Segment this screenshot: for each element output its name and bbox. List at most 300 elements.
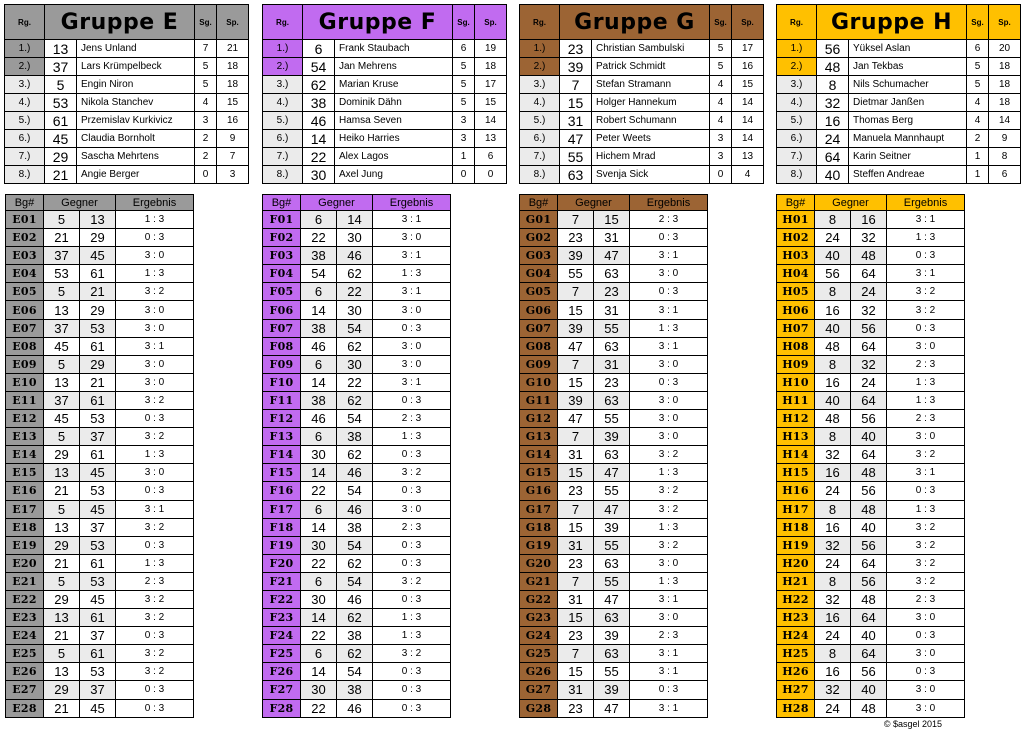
match-row [777,699,965,717]
standings-row [263,148,507,166]
match-row [777,373,965,391]
match-number: E18 [6,518,44,536]
standings-row [520,40,764,58]
opponent-2: 47 [594,500,630,518]
match-number: H10 [777,373,815,391]
rank: 5.) [5,112,45,130]
sets-won: 4 [710,94,732,112]
opponent-1: 37 [44,319,80,337]
match-row [6,319,194,337]
match-row [777,663,965,681]
opponent-1: 21 [44,482,80,500]
opponent-1: 55 [558,265,594,283]
standings-row [5,94,249,112]
group-title: Gruppe F [303,5,453,40]
rank: 8.) [263,166,303,184]
match-result: 3 : 2 [887,518,965,536]
opponent-2: 40 [851,627,887,645]
opponent-1: 6 [301,572,337,590]
match-number: F11 [263,391,301,409]
match-row [520,355,708,373]
sets-won: 1 [967,148,989,166]
standings-row [5,112,249,130]
opponent-2: 21 [80,373,116,391]
match-number: H03 [777,247,815,265]
match-row [777,554,965,572]
match-row [263,410,451,428]
match-number: F12 [263,410,301,428]
match-row [777,645,965,663]
sets-won: 3 [195,112,217,130]
sets-won: 4 [967,112,989,130]
sets-won: 1 [967,166,989,184]
match-number: F28 [263,699,301,717]
match-number: F01 [263,211,301,229]
opponent-2: 56 [851,572,887,590]
match-result: 1 : 3 [373,265,451,283]
match-result: 0 : 3 [887,247,965,265]
sets-header: Sg. [967,5,989,40]
result-header: Ergebnis [116,195,194,211]
games-won: 14 [732,130,764,148]
player-number: 53 [45,94,77,112]
match-number: G02 [520,229,558,247]
standings-row [520,112,764,130]
result-header: Ergebnis [630,195,708,211]
match-result: 3 : 2 [116,391,194,409]
opponent-1: 24 [815,229,851,247]
opponent-2: 53 [80,536,116,554]
opponent-2: 63 [594,391,630,409]
match-result: 1 : 3 [373,428,451,446]
match-result: 0 : 3 [630,681,708,699]
match-number: G25 [520,645,558,663]
match-number: H15 [777,464,815,482]
games-won: 14 [732,112,764,130]
opponent-2: 54 [337,319,373,337]
match-row [520,428,708,446]
rank: 7.) [263,148,303,166]
match-result: 3 : 1 [630,663,708,681]
opponent-1: 13 [44,663,80,681]
match-row [263,554,451,572]
match-number: G18 [520,518,558,536]
match-number: E10 [6,373,44,391]
opponent-1: 24 [815,554,851,572]
match-number: H23 [777,609,815,627]
group-title: Gruppe H [817,5,967,40]
match-row [520,373,708,391]
player-name: Steffen Andreae [849,166,967,184]
matches-group-e [5,194,194,718]
rank: 1.) [263,40,303,58]
match-number: E24 [6,627,44,645]
match-row [263,265,451,283]
match-row [777,500,965,518]
standings-row [5,148,249,166]
match-row [520,410,708,428]
match-number: E23 [6,609,44,627]
games-won: 18 [475,58,507,76]
games-header: Sp. [217,5,249,40]
match-row [777,681,965,699]
match-result: 0 : 3 [116,482,194,500]
match-result: 1 : 3 [116,265,194,283]
match-row [520,663,708,681]
games-won: 14 [732,94,764,112]
match-row [263,229,451,247]
opponent-1: 23 [558,482,594,500]
opponent-1: 29 [44,536,80,554]
match-row [777,283,965,301]
games-won: 13 [475,130,507,148]
match-number: E11 [6,391,44,409]
opponent-2: 13 [80,211,116,229]
match-result: 3 : 1 [116,337,194,355]
match-number: G10 [520,373,558,391]
opponent-2: 47 [594,464,630,482]
match-row [777,446,965,464]
player-name: Axel Jung [335,166,453,184]
match-result: 0 : 3 [373,663,451,681]
rank: 3.) [520,76,560,94]
opponent-1: 53 [44,265,80,283]
opponent-1: 7 [558,645,594,663]
rank: 3.) [777,76,817,94]
match-row [6,590,194,608]
opponent-2: 62 [337,337,373,355]
opponent-1: 5 [44,428,80,446]
match-number: F02 [263,229,301,247]
player-number: 23 [560,40,592,58]
opponent-1: 31 [558,590,594,608]
match-row [520,645,708,663]
player-number: 22 [303,148,335,166]
player-number: 46 [303,112,335,130]
rank: 4.) [777,94,817,112]
opponent-1: 38 [301,247,337,265]
match-row [263,337,451,355]
match-number: G14 [520,446,558,464]
group-title: Gruppe E [45,5,195,40]
opponent-1: 24 [815,482,851,500]
match-number: E14 [6,446,44,464]
sets-won: 4 [710,112,732,130]
rank: 1.) [5,40,45,58]
standings-row [520,148,764,166]
match-result: 1 : 3 [887,229,965,247]
opponent-1: 8 [815,283,851,301]
match-result: 3 : 0 [116,319,194,337]
standings-group-h [776,4,1021,184]
match-row [6,337,194,355]
opponent-1: 23 [558,699,594,717]
match-number: F24 [263,627,301,645]
match-result: 0 : 3 [116,410,194,428]
opponent-2: 15 [594,211,630,229]
match-result: 0 : 3 [116,699,194,717]
opponent-2: 46 [337,699,373,717]
match-number: F04 [263,265,301,283]
match-result: 3 : 2 [887,536,965,554]
match-result: 3 : 0 [116,464,194,482]
match-result: 3 : 1 [630,590,708,608]
sets-won: 7 [195,40,217,58]
player-number: 45 [45,130,77,148]
match-row [263,464,451,482]
match-result: 3 : 1 [630,645,708,663]
player-number: 40 [817,166,849,184]
match-row [777,229,965,247]
sets-header: Sg. [710,5,732,40]
match-number: H06 [777,301,815,319]
opponent-2: 55 [594,536,630,554]
player-number: 31 [560,112,592,130]
standings-group-f [262,4,507,184]
match-result: 3 : 1 [630,699,708,717]
match-row [6,627,194,645]
player-number: 8 [817,76,849,94]
opponent-1: 21 [44,554,80,572]
match-row [263,391,451,409]
opponent-1: 23 [558,229,594,247]
match-row [520,627,708,645]
match-result: 0 : 3 [373,554,451,572]
sets-won: 2 [195,130,217,148]
match-result: 0 : 3 [373,391,451,409]
match-result: 3 : 0 [373,229,451,247]
opponent-2: 37 [80,627,116,645]
player-number: 5 [45,76,77,94]
match-result: 3 : 1 [630,247,708,265]
copyright-footer: © $asgel 2015 [883,719,942,729]
opponent-2: 47 [594,699,630,717]
match-row [520,391,708,409]
match-row [6,247,194,265]
result-header: Ergebnis [373,195,451,211]
opponent-1: 14 [301,609,337,627]
match-result: 0 : 3 [116,536,194,554]
match-number: H02 [777,229,815,247]
match-number: E06 [6,301,44,319]
standings-row [777,40,1021,58]
opponent-1: 8 [815,500,851,518]
opponent-1: 37 [44,391,80,409]
sets-won: 5 [710,40,732,58]
opponent-2: 23 [594,283,630,301]
opponent-2: 56 [851,663,887,681]
opponent-1: 38 [301,319,337,337]
opponent-2: 62 [337,446,373,464]
opponent-1: 13 [44,373,80,391]
opponent-1: 7 [558,500,594,518]
opponent-2: 64 [851,391,887,409]
player-name: Christian Sambulski [592,40,710,58]
opponent-1: 15 [558,464,594,482]
opponent-1: 29 [44,681,80,699]
rank: 6.) [520,130,560,148]
opponent-2: 61 [80,554,116,572]
opponents-header: Gegner [301,195,373,211]
opponent-1: 22 [301,229,337,247]
player-name: Nils Schumacher [849,76,967,94]
match-row [6,446,194,464]
games-won: 9 [989,130,1021,148]
opponent-1: 6 [301,500,337,518]
match-row [263,663,451,681]
match-result: 2 : 3 [887,590,965,608]
standings-row [263,58,507,76]
match-result: 1 : 3 [887,391,965,409]
games-won: 4 [732,166,764,184]
match-result: 1 : 3 [116,211,194,229]
match-result: 3 : 0 [887,609,965,627]
opponent-1: 16 [815,663,851,681]
opponent-2: 38 [337,627,373,645]
standings-row [263,112,507,130]
match-row [263,536,451,554]
rank: 8.) [5,166,45,184]
opponent-2: 23 [594,373,630,391]
match-row [6,301,194,319]
sets-won: 5 [195,58,217,76]
standings-row [520,166,764,184]
opponent-2: 61 [80,609,116,627]
result-header: Ergebnis [887,195,965,211]
games-won: 17 [475,76,507,94]
opponent-1: 23 [558,554,594,572]
opponent-1: 22 [301,482,337,500]
opponent-1: 40 [815,319,851,337]
match-number: G26 [520,663,558,681]
match-row [520,681,708,699]
standings-row [777,58,1021,76]
sets-header: Sg. [453,5,475,40]
sets-won: 5 [967,58,989,76]
games-won: 15 [217,94,249,112]
standings-row [5,166,249,184]
opponent-2: 46 [337,464,373,482]
opponent-1: 13 [44,518,80,536]
match-row [520,500,708,518]
match-row [6,482,194,500]
match-number: H20 [777,554,815,572]
match-number: E27 [6,681,44,699]
opponent-1: 40 [815,247,851,265]
sets-won: 6 [453,40,475,58]
match-row [520,301,708,319]
player-number: 38 [303,94,335,112]
games-won: 18 [989,58,1021,76]
player-name: Jan Tekbas [849,58,967,76]
match-result: 3 : 0 [887,337,965,355]
games-won: 18 [989,94,1021,112]
match-number: E01 [6,211,44,229]
player-name: Karin Seitner [849,148,967,166]
match-row [263,446,451,464]
rank: 8.) [777,166,817,184]
opponent-1: 30 [301,681,337,699]
opponent-2: 63 [594,337,630,355]
match-result: 2 : 3 [630,627,708,645]
match-number: F10 [263,373,301,391]
opponent-1: 15 [558,301,594,319]
group-title: Gruppe G [560,5,710,40]
opponent-2: 47 [594,247,630,265]
match-number: F23 [263,609,301,627]
match-result: 3 : 1 [373,373,451,391]
match-result: 1 : 3 [887,373,965,391]
opponent-2: 46 [337,590,373,608]
opponent-2: 53 [80,663,116,681]
player-number: 37 [45,58,77,76]
match-row [263,283,451,301]
match-number: F18 [263,518,301,536]
opponent-1: 40 [815,391,851,409]
sets-won: 5 [195,76,217,94]
opponent-1: 7 [558,572,594,590]
opponent-1: 39 [558,319,594,337]
match-row [6,391,194,409]
sets-won: 0 [453,166,475,184]
opponent-1: 22 [301,627,337,645]
opponent-1: 46 [301,410,337,428]
opponent-2: 21 [80,283,116,301]
opponent-1: 31 [558,681,594,699]
match-number: H07 [777,319,815,337]
opponent-1: 8 [815,211,851,229]
standings-group-g [519,4,764,184]
rank: 5.) [263,112,303,130]
match-number: F03 [263,247,301,265]
opponent-1: 30 [301,446,337,464]
opponent-2: 53 [80,572,116,590]
match-result: 0 : 3 [116,229,194,247]
match-row [263,572,451,590]
opponent-2: 62 [337,391,373,409]
opponent-2: 64 [851,645,887,663]
match-number: G19 [520,536,558,554]
games-won: 15 [475,94,507,112]
opponent-1: 29 [44,590,80,608]
match-result: 3 : 2 [373,645,451,663]
match-row [6,681,194,699]
standings-row [263,166,507,184]
rank: 4.) [263,94,303,112]
player-number: 16 [817,112,849,130]
match-row [777,391,965,409]
match-row [777,464,965,482]
sets-won: 2 [195,148,217,166]
match-row [777,572,965,590]
rank: 3.) [263,76,303,94]
opponent-2: 46 [337,500,373,518]
match-result: 3 : 0 [373,355,451,373]
games-won: 18 [217,76,249,94]
match-number: F15 [263,464,301,482]
match-result: 1 : 3 [116,446,194,464]
match-number: H11 [777,391,815,409]
opponent-1: 37 [44,247,80,265]
player-name: Jens Unland [77,40,195,58]
match-row [6,609,194,627]
match-row [777,482,965,500]
match-number: G04 [520,265,558,283]
match-result: 3 : 0 [630,428,708,446]
match-number: G28 [520,699,558,717]
match-number: F09 [263,355,301,373]
opponent-2: 55 [594,482,630,500]
